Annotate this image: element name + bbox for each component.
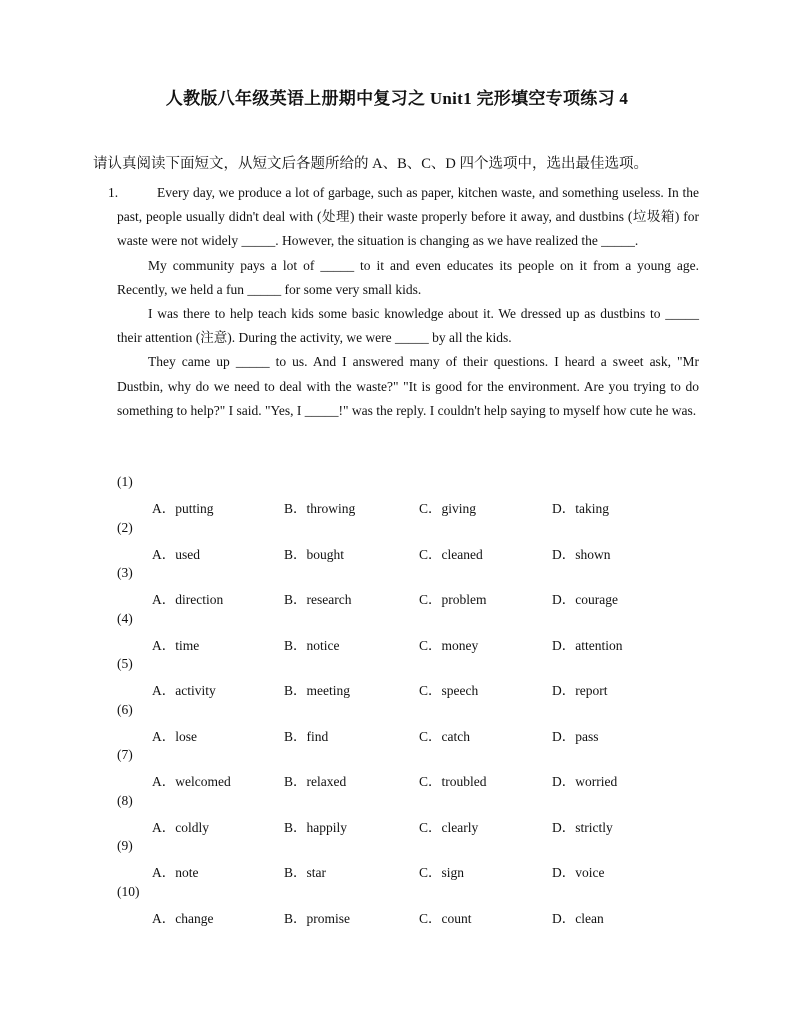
question-list <box>117 474 717 929</box>
passage-paragraph: I was there to help teach kids some basic knowledge about it. We dressed up as dustbins to _____ their attention (注意). During the activity, we were _____ by all the kids. <box>117 306 699 346</box>
option-c: C．count <box>419 910 472 926</box>
option-c: C．troubled <box>419 774 487 789</box>
option-d: D．worried <box>552 774 618 789</box>
option-b: B．research <box>284 592 352 607</box>
option-d: D．voice <box>552 865 605 880</box>
option-a: A．lose <box>152 728 197 744</box>
option-c: C．speech <box>419 683 479 698</box>
option-a: A．welcomed <box>152 774 231 789</box>
option-d: D．courage <box>552 592 618 607</box>
option-b: B．bought <box>284 546 345 562</box>
option-a: A．coldly <box>152 819 209 835</box>
option-d: D．shown <box>552 546 611 562</box>
option-c: C．money <box>419 637 479 653</box>
question-number: (7) <box>117 747 133 762</box>
passage-paragraph: They came up _____ to us. And I answered many of their questions. I heard a sweet ask, "Mr Dustbin, why do we need to deal with the waste?" "It is good for the environment. Are you trying to do something to help?" I said. "Yes, I _____!" was the reply. I couldn't help saying to myself how cute he was. <box>117 354 699 418</box>
option-a: A．used <box>152 546 200 562</box>
question-number: (3) <box>117 565 133 580</box>
question-number: (4) <box>117 610 133 626</box>
option-d: D．taking <box>552 501 609 516</box>
option-b: B．find <box>284 728 329 744</box>
page-title: 人教版八年级英语上册期中复习之 Unit1 完形填空专项练习 4 <box>165 89 629 108</box>
option-a: A．activity <box>152 683 216 698</box>
option-a: A．note <box>152 865 199 880</box>
question-item <box>117 838 717 884</box>
option-b: B．notice <box>284 637 340 653</box>
option-c: C．clearly <box>419 819 479 835</box>
question-item <box>117 884 717 930</box>
option-c: C．catch <box>419 728 470 744</box>
option-d: D．strictly <box>552 819 613 835</box>
option-b: B．relaxed <box>284 774 347 789</box>
question-number: 1. <box>108 185 119 200</box>
question-number: (2) <box>117 519 133 535</box>
option-a: A．time <box>152 637 200 653</box>
question-item <box>117 611 717 657</box>
passage <box>117 181 699 423</box>
option-c: C．sign <box>419 865 465 880</box>
option-c: C．problem <box>419 592 487 607</box>
option-b: B．throwing <box>284 501 356 516</box>
question-item <box>117 565 717 611</box>
question-item <box>117 702 717 748</box>
instruction-text: 请认真阅读下面短文，从短文后各题所给的 A、B、C、D 四个选项中，选出最佳选项。 <box>93 156 649 172</box>
option-b: B．meeting <box>284 683 350 698</box>
option-d: D．clean <box>552 910 604 926</box>
option-b: B．happily <box>284 819 347 835</box>
question-item <box>117 474 717 520</box>
option-b: B．star <box>284 865 326 880</box>
question-item <box>117 520 717 566</box>
question-number: (8) <box>117 792 133 808</box>
option-a: A．putting <box>152 501 214 516</box>
option-d: D．attention <box>552 637 623 653</box>
question-item <box>117 747 717 793</box>
option-d: D．pass <box>552 728 599 744</box>
option-d: D．report <box>552 683 608 698</box>
question-item <box>117 656 717 702</box>
option-a: A．change <box>152 910 214 926</box>
question-number: (10) <box>117 883 140 899</box>
question-item <box>117 793 717 839</box>
option-c: C．cleaned <box>419 546 483 562</box>
question-number: (1) <box>117 474 133 489</box>
passage-paragraph: Every day, we produce a lot of garbage, such as paper, kitchen waste, and something useless. In the past, people usually didn't deal with (处理) their waste properly before it away, and dustbins (垃圾箱) for waste were not widely _____. However, the situation is changing as we have realized the _____. <box>117 185 699 249</box>
option-a: A．direction <box>152 592 224 607</box>
question-number: (5) <box>117 656 133 671</box>
question-number: (9) <box>117 838 133 853</box>
option-b: B．promise <box>284 910 350 926</box>
option-c: C．giving <box>419 501 477 516</box>
passage-paragraph: My community pays a lot of _____ to it and even educates its people on it from a young age. Recently, we held a fun _____ for some very small kids. <box>117 257 699 297</box>
question-number: (6) <box>117 701 133 717</box>
